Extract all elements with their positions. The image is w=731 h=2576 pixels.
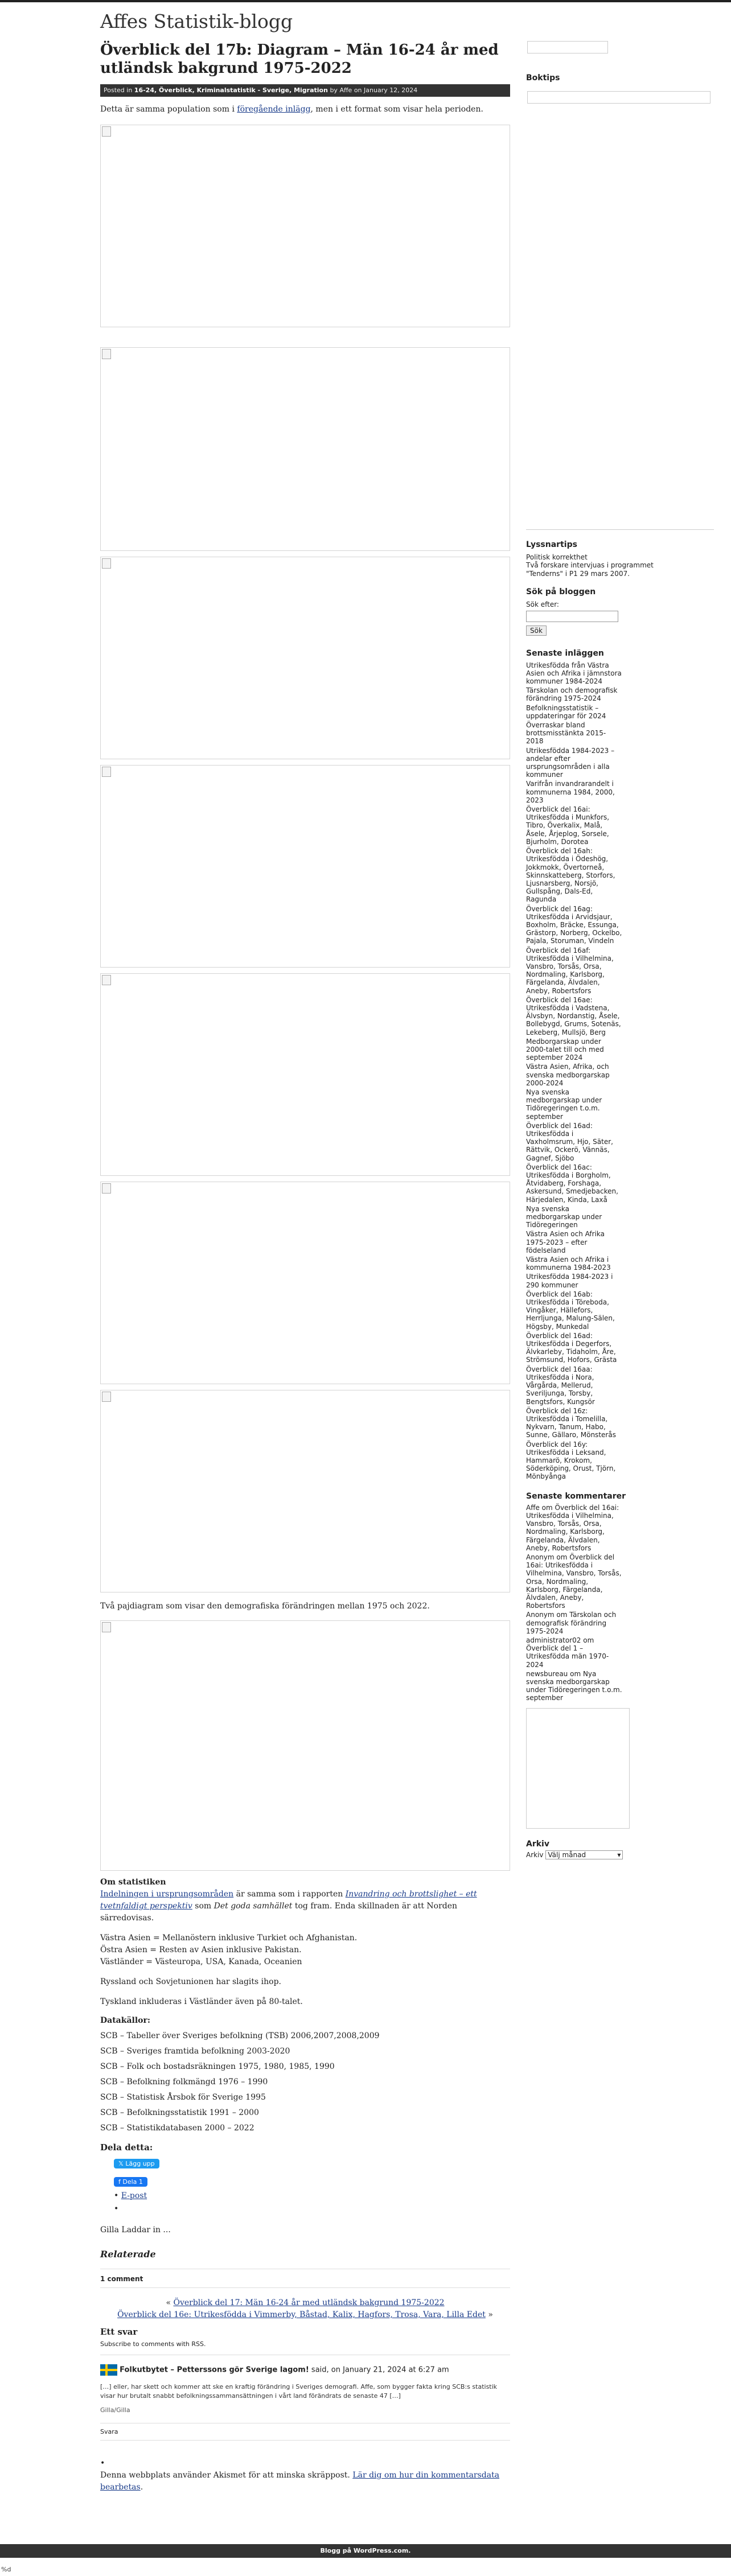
about-paragraph bbox=[100, 1888, 510, 1924]
meta-posted-in: Posted in bbox=[104, 87, 133, 94]
facebook-share-button[interactable] bbox=[114, 2177, 147, 2187]
recent-post-link[interactable]: Västra Asien och Afrika 1975-2023 – efter födelseland bbox=[526, 1230, 605, 1254]
recent-comments-heading: Senaste kommentarer bbox=[526, 1491, 626, 1501]
broken-image-icon bbox=[102, 975, 111, 985]
meta-author[interactable]: Affe bbox=[339, 87, 352, 94]
archive-select-value: Välj månad bbox=[548, 1850, 586, 1859]
recent-post-link[interactable]: Överblick del 16ad: Utrikesfödda i Vaxholmsrum, Hjo, Säter, Rättvik, Ockerö, Vännäs, Gagnef, Sjöbo bbox=[526, 1121, 613, 1162]
archive-heading: Arkiv bbox=[526, 1839, 549, 1849]
source-item: SCB – Sveriges framtida befolkning 2003-2020 bbox=[100, 2047, 290, 2056]
akismet-dot: . bbox=[140, 2483, 143, 2492]
region-line: Östra Asien = Resten av Asien inklusive Pakistan. bbox=[100, 1945, 302, 1954]
comment-text: […] eller, har skett och kommer att ske en kraftig förändring i Sveriges demografi. Affe, som bygger fakta kring SCB:s statistik visar hur brutalt snabbt befolkningssammansättningen i vårt land förändrats de senaste 47 […] bbox=[100, 2383, 498, 2400]
sidebar-image-top[interactable] bbox=[527, 41, 608, 54]
previous-post-link[interactable]: föregående inlägg bbox=[237, 105, 311, 114]
meta-on: on bbox=[354, 87, 362, 94]
recent-post-link[interactable]: Överblick del 16ag: Utrikesfödda i Arvidsjaur, Boxholm, Bräcke, Essunga, Grästorp, Norberg, Ockelbo, Pajala, Storuman, Vindeln bbox=[526, 904, 622, 945]
chart-image-3[interactable] bbox=[100, 557, 510, 759]
recent-comment-item[interactable]: administrator02 om Överblick del 1 – Utrikesfödda män 1970-2024 bbox=[526, 1636, 609, 1669]
source-item: SCB – Befolkning folkmängd 1976 – 1990 bbox=[100, 2077, 268, 2087]
broken-image-icon bbox=[102, 767, 111, 777]
comment-item bbox=[100, 2364, 510, 2441]
source-item: SCB – Tabeller över Sveriges befolkning (TSB) 2006,2007,2008,2009 bbox=[100, 2031, 380, 2040]
reply-heading: Ett svar bbox=[100, 2327, 138, 2337]
about-text-end: tog fram. Enda skillnaden är att Norden särredovisas. bbox=[100, 1902, 458, 1923]
recent-comment-item[interactable]: Anonym om Överblick del 16ai: Utrikesfödda i Vilhelmina, Vansbro, Torsås, Orsa, Nordmaling, Karlsborg, Färgelanda, Älvdalen, Aneby, Robertsfors bbox=[526, 1553, 622, 1610]
recent-post-link[interactable]: Utrikesfödda 1984-2023 – andelar efter ursprungsområden i alla kommuner bbox=[526, 746, 615, 779]
archive-label: Arkiv bbox=[526, 1850, 544, 1859]
origin-areas-link[interactable]: Indelningen i ursprungsområden bbox=[100, 1890, 234, 1899]
swedish-flag-icon bbox=[100, 2364, 117, 2376]
share-heading: Dela detta: bbox=[100, 2142, 153, 2153]
comment-date[interactable]: January 21, 2024 at 6:27 am bbox=[343, 2365, 449, 2375]
broken-image-icon bbox=[102, 126, 111, 137]
recent-post-link[interactable]: Befolkningsstatistik – uppdateringar för 2024 bbox=[526, 703, 606, 720]
facebook-share-label: Dela 1 bbox=[122, 2178, 143, 2186]
recent-post-link[interactable]: Överblick del 16aa: Utrikesfödda i Nora, Vårgårda, Mellerud, Sveriljunga, Torsby, Bengtsfors, Kungsör bbox=[526, 1365, 595, 1406]
search-heading: Sök på bloggen bbox=[526, 587, 596, 596]
recent-posts-heading: Senaste inläggen bbox=[526, 649, 604, 659]
divider bbox=[100, 2440, 510, 2441]
footer-link[interactable]: Blogg på WordPress.com. bbox=[320, 2547, 411, 2554]
tweet-button-label: Lägg upp bbox=[125, 2160, 155, 2167]
footer bbox=[0, 2544, 731, 2558]
recent-post-link[interactable]: Överblick del 16ah: Utrikesfödda i Ödeshög, Jokkmokk, Övertorneå, Skinnskatteberg, Storfors, Ljusnarsberg, Norsjö, Gullspång, Dals-Ed, Ragunda bbox=[526, 847, 615, 904]
lyssnartips-text[interactable]: Politisk korrekthet Två forskare intervjuas i programmet "Tenderns" i P1 29 mars 2007. bbox=[526, 553, 654, 578]
x-icon: 𝕏 bbox=[118, 2160, 126, 2167]
recent-post-link[interactable]: Utrikesfödda 1984-2023 i 290 kommuner bbox=[526, 1273, 613, 1289]
post-navigation: « Överblick del 17: Män 16-24 år med utländsk bakgrund 1975-2022 Överblick del 16e: Utrikesfödda i Vimmerby, Båstad, Kalix, Hagfors, Trosa, Vara, Lilla Edet » bbox=[117, 2298, 493, 2319]
comment-reply-link[interactable]: Svara bbox=[100, 2428, 118, 2435]
comment-count[interactable]: 1 comment bbox=[100, 2275, 143, 2283]
meta-date: January 12, 2024 bbox=[364, 87, 418, 94]
recent-post-link[interactable]: Nya svenska medborgarskap under Tidöregeringen t.o.m. september bbox=[526, 1088, 602, 1121]
site-title[interactable]: Affes Statistik-blogg bbox=[100, 10, 293, 32]
about-text-mid: är samma som i rapporten bbox=[233, 1890, 346, 1899]
akismet-link[interactable]: Lär dig om hur din kommentarsdata bearbetas bbox=[100, 2471, 500, 2492]
archive-row bbox=[526, 1850, 714, 1859]
boktips-image[interactable] bbox=[527, 91, 711, 104]
bullet: • bbox=[100, 2459, 105, 2468]
email-share-link[interactable]: E-post bbox=[121, 2191, 147, 2200]
tweet-button[interactable] bbox=[114, 2159, 159, 2168]
bullet: • bbox=[114, 2191, 119, 2200]
report-link[interactable]: Invandring och brottslighet – ett tvetnfaldigt perspektiv bbox=[100, 1890, 477, 1911]
source-item: SCB – Statistikdatabasen 2000 – 2022 bbox=[100, 2124, 254, 2133]
chart-image-7[interactable] bbox=[100, 1390, 510, 1592]
search-button[interactable]: Sök bbox=[526, 626, 547, 636]
recent-post-link[interactable]: Varifrån invandrarandelt i kommunerna 1984, 2000, 2023 bbox=[526, 780, 615, 804]
search-label: Sök efter: bbox=[526, 600, 559, 609]
recent-post-link[interactable]: Överblick del 16ab: Utrikesfödda i Töreboda, Vingåker, Hällefors, Herrljunga, Malung-Sälen, Högsby, Munkedal bbox=[526, 1290, 615, 1331]
recent-post-link[interactable]: Överblick del 16ai: Utrikesfödda i Munkfors, Tibro, Överkalix, Malå, Åsele, Årjeplog, Sorsele, Bjurholm, Dorotea bbox=[526, 805, 610, 846]
comment-said: said, on bbox=[309, 2365, 343, 2375]
recent-post-link[interactable]: Utrikesfödda från Västra Asien och Afrika i jämnstora kommuner 1984-2024 bbox=[526, 661, 622, 686]
about-text-som: som bbox=[192, 1902, 214, 1911]
post-title[interactable]: Överblick del 17b: Diagram – Män 16-24 år med utländsk bakgrund 1975-2022 bbox=[100, 42, 499, 77]
archive-select[interactable] bbox=[545, 1850, 623, 1859]
comment-author-link[interactable]: Folkutbytet – Petterssons gör Sverige lagom! bbox=[120, 2365, 309, 2375]
intro-text-after: , men i ett format som visar hela perioden. bbox=[310, 105, 483, 114]
share-list bbox=[114, 2157, 510, 2215]
post-meta-bar bbox=[100, 84, 510, 97]
like-loading: Gilla Laddar in ... bbox=[100, 2225, 171, 2235]
source-item: SCB – Befolkningsstatistik 1991 – 2000 bbox=[100, 2108, 259, 2117]
about-italic: Det goda samhället bbox=[213, 1902, 293, 1911]
chart-image-6[interactable] bbox=[100, 1182, 510, 1384]
next-post-link[interactable]: Överblick del 16e: Utrikesfödda i Vimmerby, Båstad, Kalix, Hagfors, Trosa, Vara, Lilla Edet bbox=[117, 2310, 486, 2319]
sidebar-divider bbox=[526, 529, 714, 530]
akismet-text: Denna webbplats använder Akismet för att minska skräppost. bbox=[100, 2471, 353, 2480]
about-section bbox=[100, 1877, 510, 2134]
sources-heading: Datakällor: bbox=[100, 2016, 151, 2025]
broken-image-icon bbox=[102, 1183, 111, 1194]
broken-image-icon bbox=[102, 558, 111, 569]
rss-subscribe-link[interactable]: Subscribe to comments with RSS. bbox=[100, 2340, 206, 2348]
recent-comment-item[interactable]: Affe om Överblick del 16ai: Utrikesfödda i Vilhelmina, Vansbro, Torsås, Orsa, Nordmaling, Karlsborg, Färgelanda, Älvdalen, Aneby, Robertsfors bbox=[526, 1503, 619, 1552]
recent-post-link[interactable]: Överblick del 16ad: Utrikesfödda i Degerfors, Älvkarleby, Tidaholm, Åre, Strömsund, Hofors, Grästa bbox=[526, 1331, 617, 1364]
facebook-icon: f bbox=[118, 2178, 123, 2186]
note-germany: Tyskland inkluderas i Västländer även på 80-talet. bbox=[100, 1997, 303, 2006]
recent-post-link[interactable]: Överblick del 16af: Utrikesfödda i Vilhelmina, Vansbro, Torsås, Orsa, Nordmaling, Karlsborg, Färgelanda, Älvdalen, Aneby, Robertsfors bbox=[526, 946, 614, 995]
bullet: • bbox=[114, 2204, 119, 2213]
share-section bbox=[100, 2142, 510, 2236]
main-content bbox=[100, 41, 510, 2493]
about-heading: Om statistiken bbox=[100, 1878, 166, 1887]
region-line: Västländer = Västeuropa, USA, Kanada, Oceanien bbox=[100, 1957, 302, 1966]
region-line: Västra Asien = Mellanöstern inklusive Turkiet och Afghanistan. bbox=[100, 1933, 358, 1943]
meta-by: by bbox=[330, 87, 338, 94]
broken-image-icon bbox=[102, 349, 111, 359]
recent-post-link[interactable]: Överblick del 16y: Utrikesfödda i Leksand, Hammarö, Krokom, Söderköping, Orust, Tjörn, Mönbyånga bbox=[526, 1440, 616, 1481]
recent-comment-item[interactable]: Anonym om Tärskolan och demografisk förändring 1975-2024 bbox=[526, 1611, 617, 1635]
recent-comment-item[interactable]: newsbureau om Nya svenska medborgarskap under Tidöregeringen t.o.m. september bbox=[526, 1669, 622, 1702]
recent-post-link[interactable]: Överblick del 16z: Utrikesfödda i Tomelilla, Nykvarn, Tanum, Habo, Sunne, Gällaro, Mönsterås bbox=[526, 1406, 616, 1439]
related-heading: Relaterade bbox=[100, 2249, 156, 2260]
chart-image-4[interactable] bbox=[100, 765, 510, 968]
broken-image-icon bbox=[102, 1392, 111, 1402]
intro-paragraph bbox=[100, 104, 510, 116]
intro-text-before: Detta är samma population som i bbox=[100, 105, 237, 114]
sidebar-image-bottom[interactable] bbox=[526, 1708, 630, 1829]
recent-posts-list bbox=[526, 661, 623, 1481]
pie-chart-image[interactable] bbox=[100, 1620, 510, 1871]
recent-post-link[interactable]: Överraskar bland brottsmisstänkta 2015-2018 bbox=[526, 721, 606, 746]
corner-text: %d bbox=[1, 2566, 11, 2573]
prev-post-link[interactable]: Överblick del 17: Män 16-24 år med utländsk bakgrund 1975-2022 bbox=[173, 2298, 445, 2307]
divider bbox=[100, 2287, 510, 2288]
comment-header bbox=[100, 2364, 510, 2376]
search-input[interactable] bbox=[526, 611, 618, 622]
chart-image-5[interactable] bbox=[100, 973, 510, 1176]
recent-post-link[interactable]: Tärskolan och demografisk förändring 1975-2024 bbox=[526, 686, 618, 703]
recent-post-link[interactable]: Västra Asien, Afrika, och svenska medborgarskap 2000-2024 bbox=[526, 1063, 610, 1087]
pie-caption: Två pajdiagram som visar den demografiska förändringen mellan 1975 och 2022. bbox=[100, 1602, 430, 1611]
lyssnartips-section bbox=[526, 541, 714, 1859]
meta-categories[interactable]: 16-24, Överblick, Kriminalstatistik - Sverige, Migration bbox=[134, 87, 328, 94]
recent-post-link[interactable]: Nya svenska medborgarskap under Tidöregeringen bbox=[526, 1204, 602, 1229]
recent-post-link[interactable]: Överblick del 16ae: Utrikesfödda i Vadstena, Älvsbyn, Nordanstig, Åsele, Bollebygd, Grums, Sotenäs, Lekeberg, Mullsjö, Berg bbox=[526, 995, 621, 1036]
source-item: SCB – Folk och bostadsräkningen 1975, 1980, 1985, 1990 bbox=[100, 2062, 335, 2071]
recent-post-link[interactable]: Överblick del 16ac: Utrikesfödda i Borgholm, Åtvidaberg, Forshaga, Askersund, Smedjebacken, Härjedalen, Kinda, Laxå bbox=[526, 1163, 618, 1204]
chart-image-2[interactable] bbox=[100, 347, 510, 551]
recent-post-link[interactable]: Västra Asien och Afrika i kommunerna 1984-2023 bbox=[526, 1256, 611, 1272]
lyssnartips-heading: Lyssnartips bbox=[526, 540, 577, 549]
recent-comments-list bbox=[526, 1504, 623, 1702]
source-item: SCB – Statistisk Årsbok för Sverige 1995 bbox=[100, 2093, 266, 2102]
broken-image-icon bbox=[102, 1622, 111, 1632]
recent-post-link[interactable]: Medborgarskap under 2000-talet till och med september 2024 bbox=[526, 1037, 604, 1062]
chevron-down-icon: ▾ bbox=[617, 1850, 621, 1859]
top-bar bbox=[0, 0, 731, 2]
akismet-notice bbox=[100, 2458, 510, 2493]
boktips-heading: Boktips bbox=[526, 73, 560, 83]
chart-image-1[interactable] bbox=[100, 125, 510, 327]
note-russia: Ryssland och Sovjetunionen har slagits ihop. bbox=[100, 1977, 282, 1986]
comment-like[interactable]: Gilla/Gilla bbox=[100, 2406, 130, 2414]
